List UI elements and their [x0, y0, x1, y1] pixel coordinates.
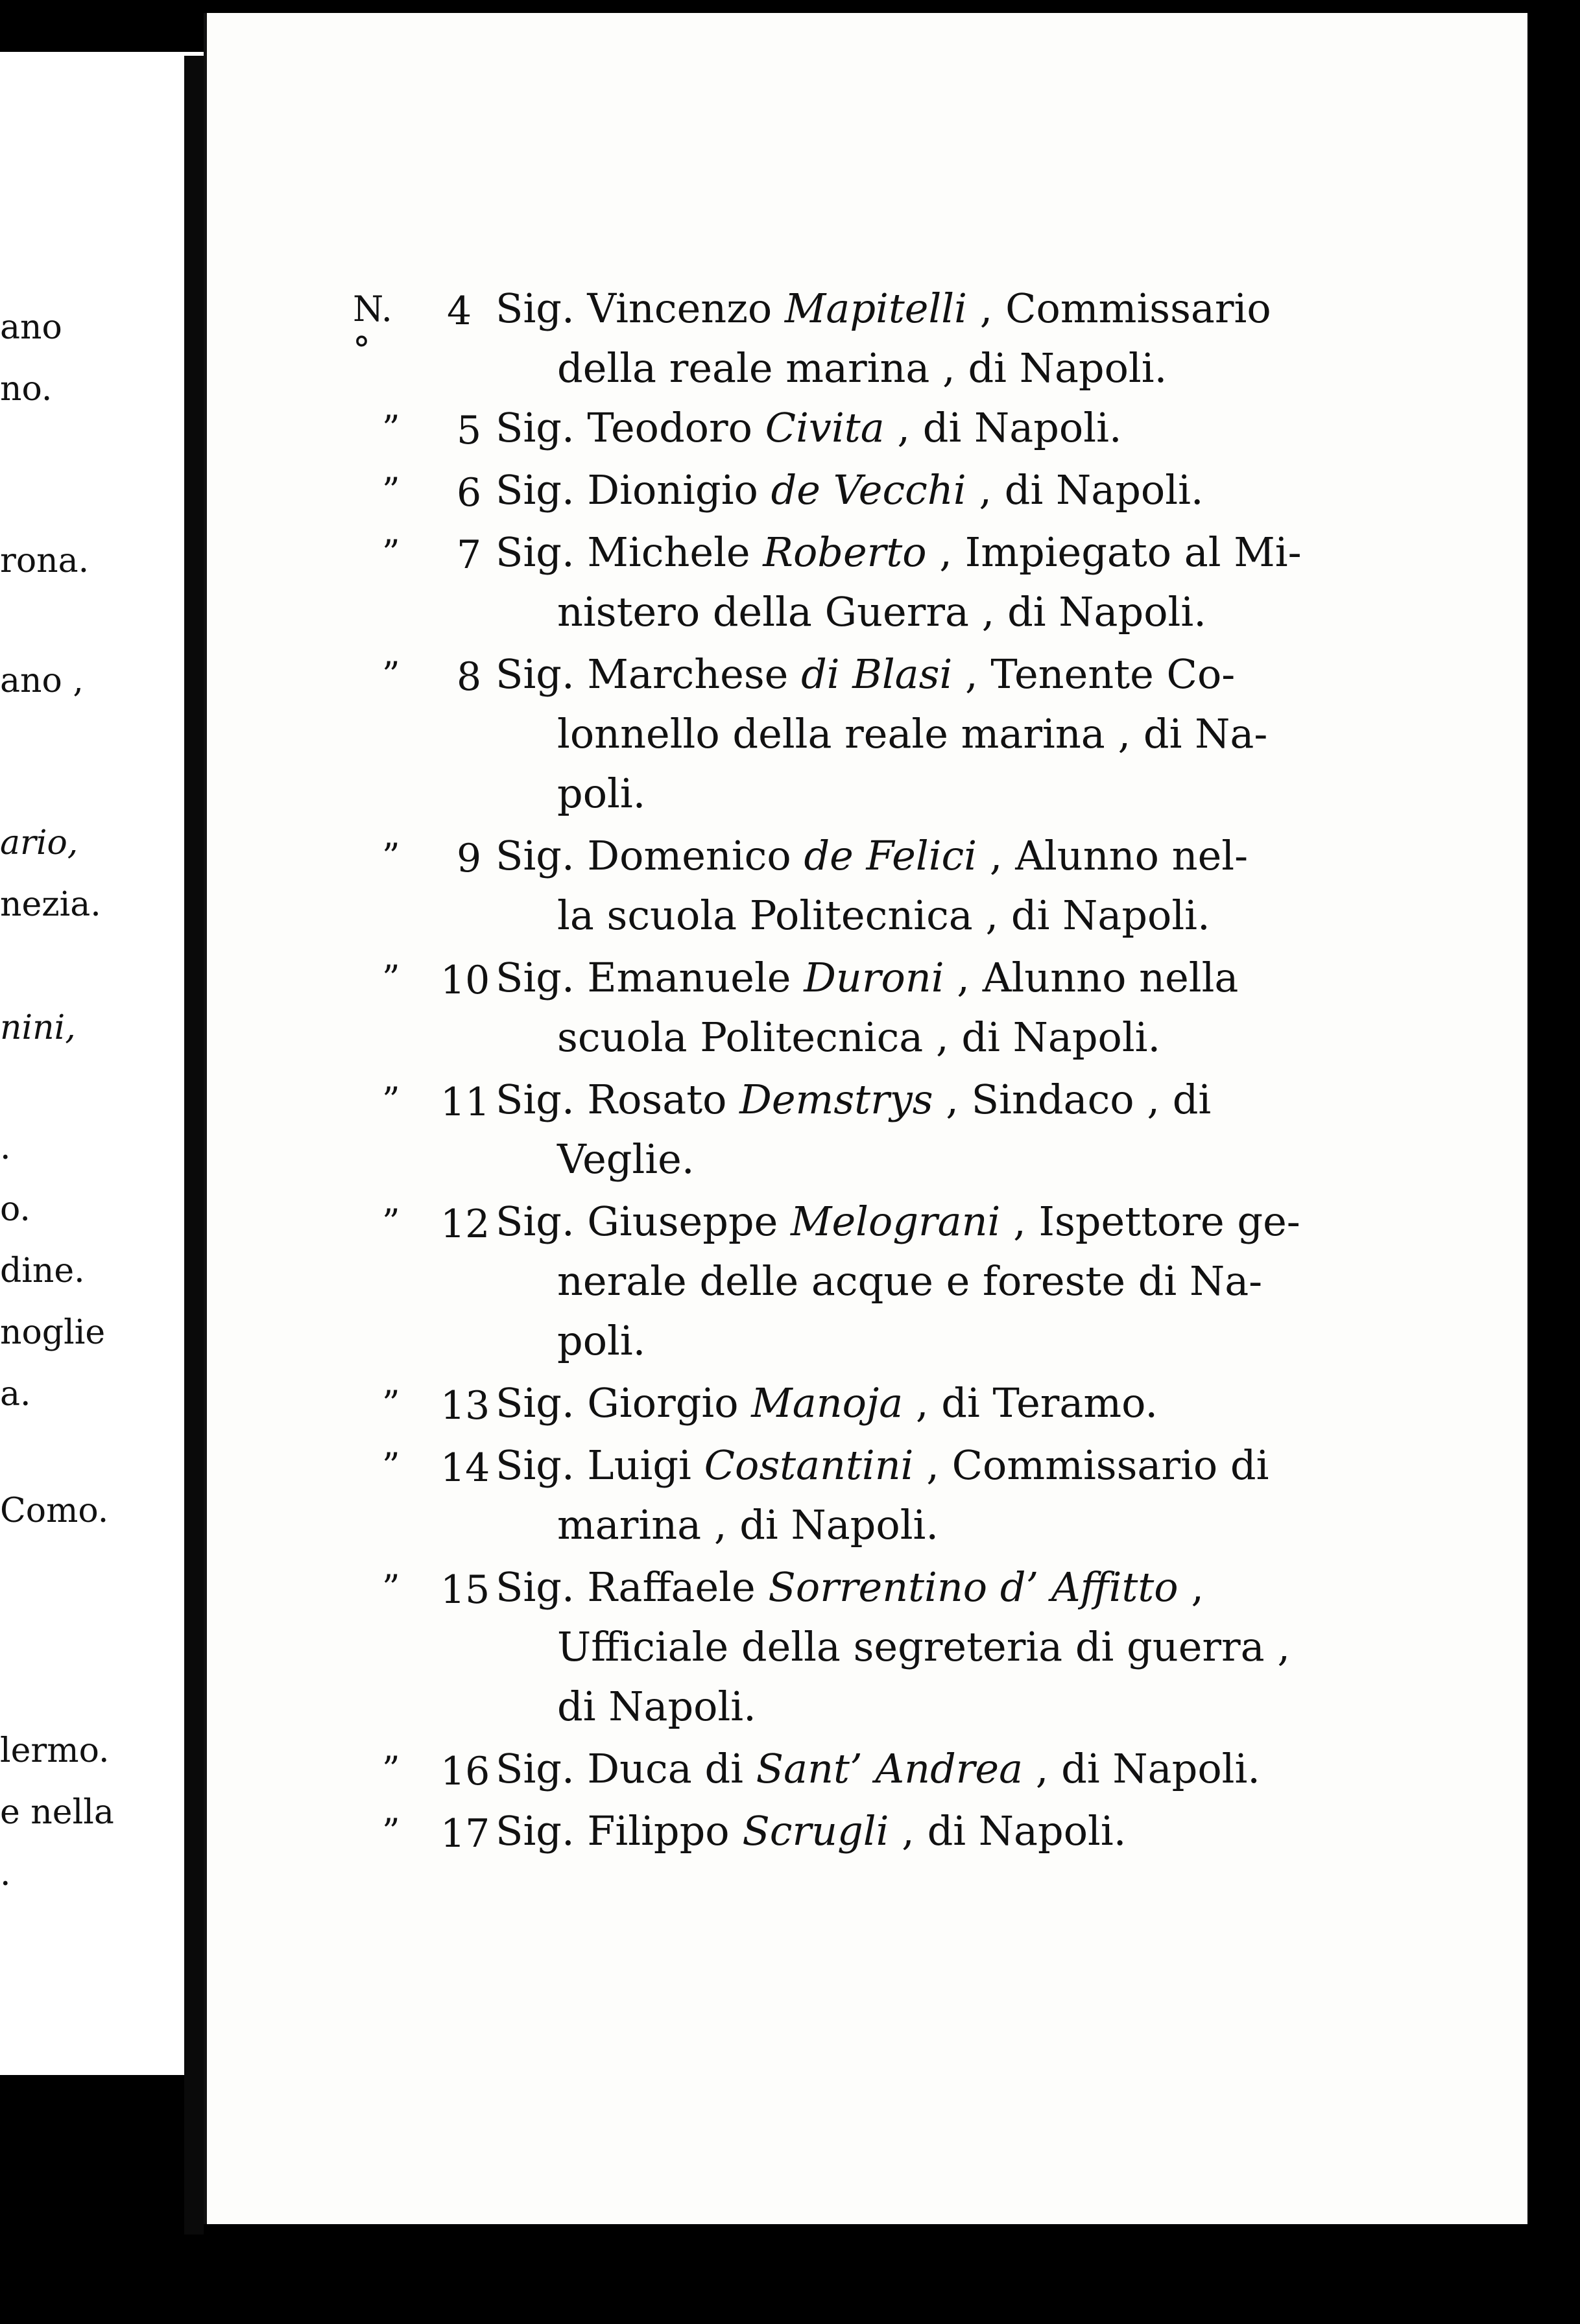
entry-surname: di Blasi — [801, 650, 953, 698]
entry-name: Sig. Marchese — [496, 650, 802, 698]
entry-continuation-line: Veglie. — [557, 1135, 695, 1183]
entry-rest: , Commissario di — [913, 1441, 1269, 1489]
entry-first-line — [496, 466, 1204, 514]
entry-continuation-line: nerale delle acque e foreste di Na- — [557, 1257, 1263, 1305]
entry-continuation-line: poli. — [557, 770, 646, 817]
entry-mark: ” — [382, 1811, 400, 1852]
entry-name: Sig. Vincenzo — [496, 285, 785, 332]
entry-surname: Duroni — [804, 954, 944, 1001]
entry-first-line — [496, 1807, 1127, 1855]
entry-mark: ” — [382, 1202, 400, 1242]
book-spine — [184, 56, 204, 2235]
entry-mark: ” — [382, 408, 400, 449]
left-fragment: . — [0, 1855, 11, 1893]
left-fragment: ario, — [0, 824, 78, 862]
entry-name: Sig. Teodoro — [496, 404, 765, 451]
entry-name: Sig. Rosato — [496, 1076, 740, 1123]
entry-name: Sig. Duca di — [496, 1745, 756, 1792]
entry-mark: ” — [382, 1383, 400, 1424]
entry-first-line — [496, 528, 1302, 576]
entry-name: Sig. Filippo — [496, 1807, 743, 1855]
entry-mark: ” — [382, 1567, 400, 1608]
entry-mark: ” — [382, 836, 400, 877]
entry-surname: Sant’ Andrea — [756, 1745, 1023, 1792]
entry-surname: Mapitelli — [784, 285, 967, 332]
entry-number: 4 — [447, 289, 472, 334]
entry-name: Sig. Domenico — [496, 832, 804, 879]
entry-continuation-line: di Napoli. — [557, 1683, 756, 1730]
entry-number: 11 — [440, 1080, 490, 1125]
entry-surname: Manoja — [751, 1379, 904, 1427]
entry-rest: , di Napoli. — [966, 466, 1204, 514]
entry-surname: Scrugli — [742, 1807, 889, 1855]
entry-number: 8 — [457, 654, 482, 700]
entry-continuation-line: lonnello della reale marina , di Na- — [557, 710, 1268, 757]
entry-first-line — [496, 1198, 1300, 1245]
entry-mark: ” — [382, 1080, 400, 1120]
entry-rest: , di Napoli. — [884, 404, 1122, 451]
entry-name: Sig. Michele — [496, 528, 763, 576]
entry-first-line — [496, 404, 1122, 451]
entry-first-line — [496, 1745, 1261, 1792]
entry-mark: ” — [382, 1445, 400, 1486]
left-fragment: nini, — [0, 1008, 76, 1047]
entry-first-line — [496, 1441, 1269, 1489]
entry-name: Sig. Luigi — [496, 1441, 704, 1489]
left-fragment: ano , — [0, 661, 84, 700]
entry-rest: , Ispettore ge- — [1000, 1198, 1300, 1245]
entry-surname: Civita — [765, 404, 885, 451]
entry-name: Sig. Emanuele — [496, 954, 804, 1001]
entry-surname: Demstrys — [739, 1076, 933, 1123]
entry-number: 12 — [440, 1202, 490, 1247]
entry-continuation-line: della reale marina , di Napoli. — [557, 344, 1167, 392]
entry-name: Sig. Dionigio — [496, 466, 771, 514]
left-fragment: nezia. — [0, 885, 101, 924]
entry-number: 13 — [440, 1383, 490, 1429]
entry-surname: Sorrentino d’ Affitto — [768, 1563, 1179, 1611]
entry-surname: de Vecchi — [771, 466, 966, 514]
left-fragment: no. — [0, 370, 53, 409]
entry-number: 14 — [440, 1445, 490, 1491]
entry-first-line — [496, 954, 1239, 1001]
entry-mark: ” — [382, 1749, 400, 1790]
entry-mark: N.° — [353, 289, 392, 370]
entry-first-line — [496, 1563, 1204, 1611]
entry-surname: Melograni — [790, 1198, 1001, 1245]
entry-mark: ” — [382, 532, 400, 573]
left-fragment: a. — [0, 1375, 31, 1414]
entry-number: 7 — [457, 532, 482, 578]
entry-continuation-line: poli. — [557, 1317, 646, 1364]
entry-surname: de Felici — [804, 832, 977, 879]
left-fragment: dine. — [0, 1251, 85, 1290]
entry-surname: Roberto — [763, 528, 927, 576]
entry-first-line — [496, 1379, 1158, 1427]
entry-continuation-line: la scuola Politecnica , di Napoli. — [557, 892, 1210, 939]
entry-mark: ” — [382, 654, 400, 695]
entry-number: 6 — [457, 470, 482, 516]
left-fragment: rona. — [0, 541, 90, 580]
entry-rest: , Commissario — [966, 285, 1271, 332]
entry-rest: , Sindaco , di — [933, 1076, 1212, 1123]
entry-rest: , di Napoli. — [1023, 1745, 1261, 1792]
entry-number: 17 — [440, 1811, 490, 1856]
entry-rest: , Tenente Co- — [952, 650, 1236, 698]
entry-number: 10 — [440, 958, 490, 1003]
entry-rest: , di Teramo. — [903, 1379, 1158, 1427]
entry-number: 15 — [440, 1567, 490, 1613]
left-fragment: Como. — [0, 1491, 109, 1530]
entry-continuation-line: nistero della Guerra , di Napoli. — [557, 588, 1206, 635]
entry-rest: , Alunno nel- — [977, 832, 1249, 879]
left-fragment: e nella — [0, 1793, 114, 1832]
entry-surname: Costantini — [704, 1441, 914, 1489]
left-fragment: . — [0, 1128, 11, 1167]
entry-mark: ” — [382, 958, 400, 999]
entry-first-line — [496, 832, 1249, 879]
left-fragment: lermo. — [0, 1731, 110, 1770]
entry-first-line — [496, 1076, 1212, 1123]
entry-rest: , — [1178, 1563, 1204, 1611]
entry-first-line — [496, 285, 1271, 332]
right-page — [204, 13, 1527, 2224]
left-fragment: o. — [0, 1190, 30, 1229]
entry-first-line — [496, 650, 1236, 698]
entry-number: 5 — [457, 408, 482, 453]
entry-rest: , di Napoli. — [889, 1807, 1127, 1855]
entry-continuation-line: Ufficiale della segreteria di guerra , — [557, 1623, 1291, 1670]
entry-name: Sig. Raffaele — [496, 1563, 769, 1611]
left-fragment: ano — [0, 308, 62, 347]
entry-continuation-line: marina , di Napoli. — [557, 1501, 939, 1548]
entry-mark: ” — [382, 470, 400, 511]
entry-rest: , Alunno nella — [944, 954, 1239, 1001]
entry-name: Sig. Giorgio — [496, 1379, 752, 1427]
entry-name: Sig. Giuseppe — [496, 1198, 791, 1245]
entry-number: 16 — [440, 1749, 490, 1794]
entry-number: 9 — [457, 836, 482, 881]
entry-continuation-line: scuola Politecnica , di Napoli. — [557, 1014, 1161, 1061]
left-fragment: noglie — [0, 1313, 106, 1352]
entry-rest: , Impiegato al Mi- — [926, 528, 1302, 576]
